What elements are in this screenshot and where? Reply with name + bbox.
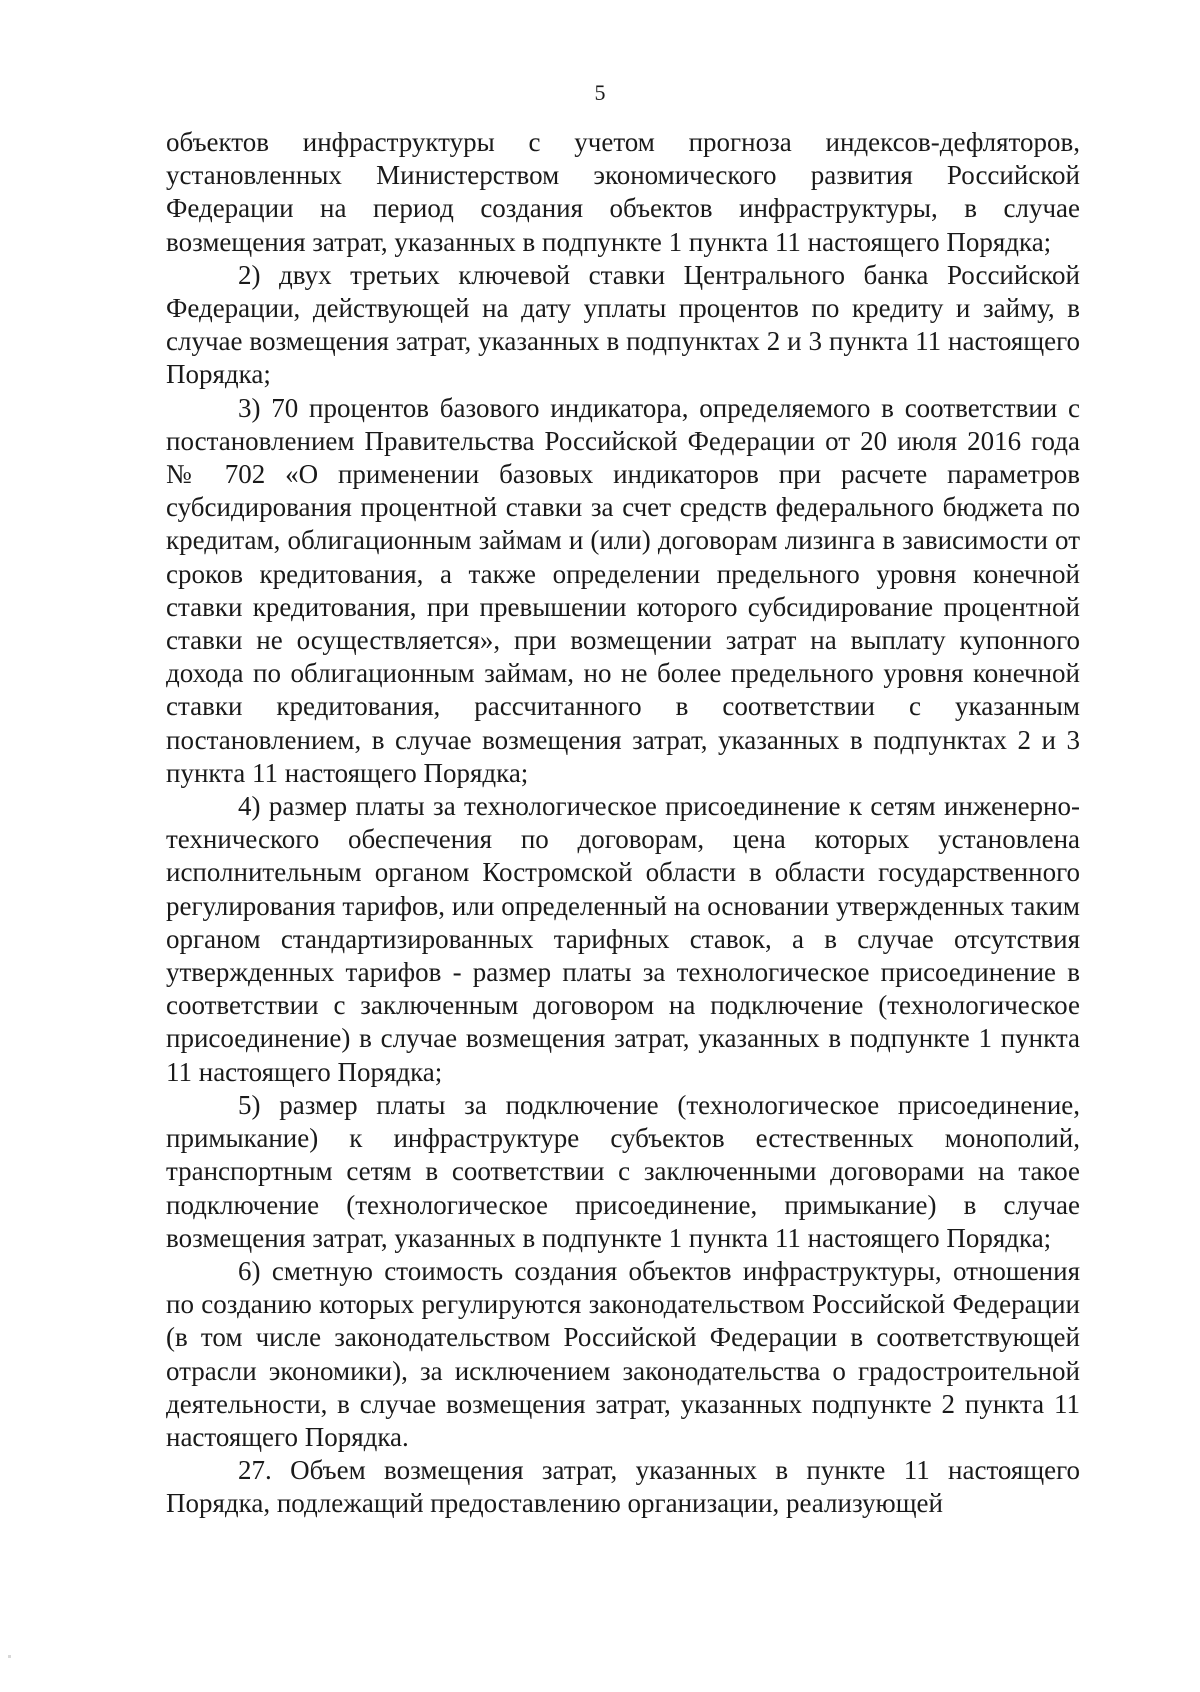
- paragraph-item-3: 3) 70 процентов базового индикатора, определяемого в соответствии с постановлением Правительства Российской Федерации от 20 июля 2016 года № 702 «О применении базовых индикаторов при расчете параметров субсидирования процентной ставки за счет средств федерального бюджета по кредитам, облигационным займам и (или) договорам лизинга в зависимости от сроков кредитования, а также определении предельного уровня конечной ставки кредитования, при превышении которого субсидирование процентной ставки не осуществляется», при возмещении затрат на выплату купонного дохода по облигационным займам, но не более предельного уровня конечной ставки кредитования, рассчитанного в соответствии с указанным постановлением, в случае возмещения затрат, указанных в подпунктах 2 и 3 пункта 11 настоящего Порядка;: [166, 392, 1080, 788]
- paragraph-item-5: 5) размер платы за подключение (технологическое присоединение, примыкание) к инфраструктуре субъектов естественных монополий, транспортным сетям в соответствии с заключенными договорами на такое подключение (технологическое присоединение, примыкание) в случае возмещения затрат, указанных в подпункте 1 пункта 11 настоящего Порядка;: [166, 1089, 1080, 1253]
- paragraph-section-27: 27. Объем возмещения затрат, указанных в пункте 11 настоящего Порядка, подлежащий предоставлению организации, реализующей: [166, 1455, 1080, 1519]
- paragraph-item-6: 6) сметную стоимость создания объектов инфраструктуры, отношения по созданию которых регулируются законодательством Российской Федерации (в том числе законодательством Российской Федерации в соответствующей отрасли экономики), за исключением законодательства о градостроительной деятельности, в случае возмещения затрат, указанных подпункте 2 пункта 11 настоящего Порядка.: [166, 1255, 1080, 1452]
- paragraph-item-4: 4) размер платы за технологическое присоединение к сетям инженерно-технического обеспечения по договорам, цена которых установлена исполнительным органом Костромской области в области государственного регулирования тарифов, или определенный на основании утвержденных таким органом стандартизированных тарифных ставок, а в случае отсутствия утвержденных тарифов - размер платы за технологическое присоединение в соответствии с заключенным договором на подключение (технологическое присоединение) в случае возмещения затрат, указанных в подпункте 1 пункта 11 настоящего Порядка;: [166, 791, 1080, 1087]
- document-body: [166, 126, 1080, 1521]
- scan-artifact: [8, 1655, 11, 1658]
- paragraph-item-2: 2) двух третьих ключевой ставки Центрального банка Российской Федерации, действующей на дату уплаты процентов по кредиту и займу, в случае возмещения затрат, указанных в подпунктах 2 и 3 пункта 11 настоящего Порядка;: [166, 259, 1080, 390]
- page-number: 5: [594, 80, 606, 105]
- paragraph-continuation: объектов инфраструктуры с учетом прогноза индексов-дефляторов, установленных Министерством экономического развития Российской Федерации на период создания объектов инфраструктуры, в случае возмещения затрат, указанных в подпункте 1 пункта 11 настоящего Порядка;: [166, 127, 1080, 257]
